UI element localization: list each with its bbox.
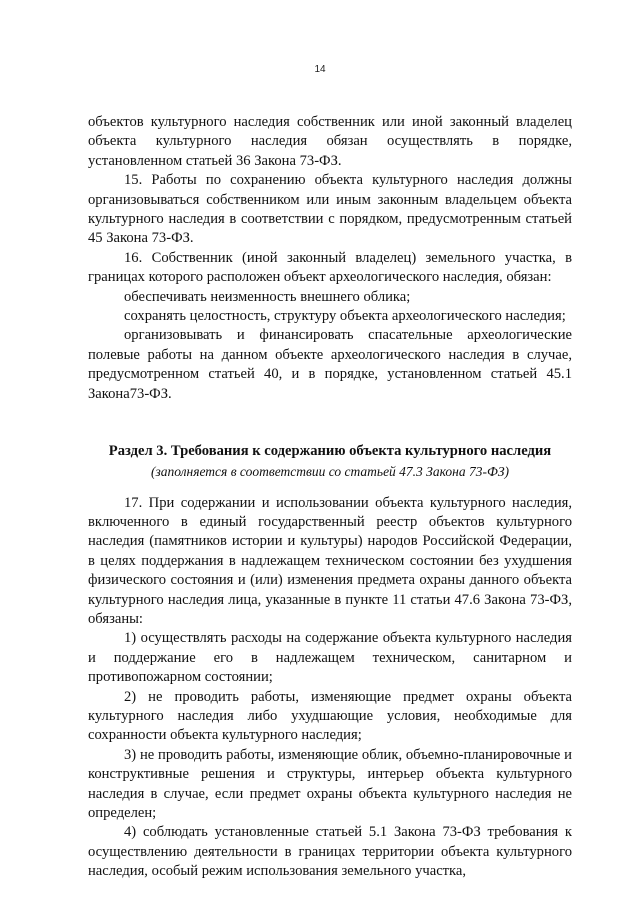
page-number: 14 [314,64,326,75]
section-title: Раздел 3. Требования к содержанию объекта культурного наследия [108,443,552,460]
paragraph-continuation: объектов культурного наследия собственник или иной законный владелец объекта культурного наследия обязан осуществлять в порядке, установленном статьей 36 Закона 73-ФЗ. [88,114,572,169]
list-item-2: 2) не проводить работы, изменяющие предмет охраны объекта культурного наследия либо ухудшающие условия, необходимые для сохранности объекта культурного наследия; [88,688,572,744]
list-item-4: 4) соблюдать установленные статьей 5.1 Закона 73-ФЗ требования к осуществлению деятельности в границах территории объекта культурного наследия, особый режим использования земельного участка, [88,824,572,880]
paragraphs-top [88,113,572,404]
section-spacer [88,404,572,442]
list-item-3: 3) не проводить работы, изменяющие облик, объемно-планировочные и конструктивные решения и структуры, интерьер объекта культурного наследия в случае, если предмет охраны объекта культурного наследия не определен; [88,746,572,821]
paragraph-item-16: 16. Собственник (иной законный владелец) земельного участка, в границах которого расположен объект археологического наследия, обязан: [88,249,572,286]
obligation-integrity: сохранять целостность, структуру объекта археологического наследия; [124,308,566,325]
page-content [88,113,572,882]
section-subtitle: (заполняется в соответствии со статьей 47.3 Закона 73-ФЗ) [150,463,510,479]
obligation-appearance: обеспечивать неизменность внешнего облика; [124,288,411,305]
obligation-rescue-works: организовывать и финансировать спасательные археологические полевые работы на данном объекте археологического наследия в случае, предусмотренном статьей 40, и в порядке, установленном статьей 45.1 Закона73-ФЗ. [88,327,572,402]
paragraph-item-17: 17. При содержании и использовании объекта культурного наследия, включенного в единый государственный реестр объектов культурного наследия (памятников истории и культуры) народов Российской Федерации, в целях поддержания в надлежащем техническом состоянии без ухудшения физического состояния и (или) изменения предмета охраны данного объекта культурного наследия лица, указанные в пункте 11 статьи 47.6 Закона 73-ФЗ, обязаны: [88,494,572,627]
paragraphs-bottom [88,494,572,882]
paragraph-item-15: 15. Работы по сохранению объекта культурного наследия должны организовываться собственником или иным законным владельцем объекта культурного наследия в соответствии с порядком, предусмотренным статьей 45 Закона 73-ФЗ. [88,172,572,247]
list-item-1: 1) осуществлять расходы на содержание объекта культурного наследия и поддержание его в надлежащем техническом, санитарном и противопожарном состоянии; [88,630,572,686]
